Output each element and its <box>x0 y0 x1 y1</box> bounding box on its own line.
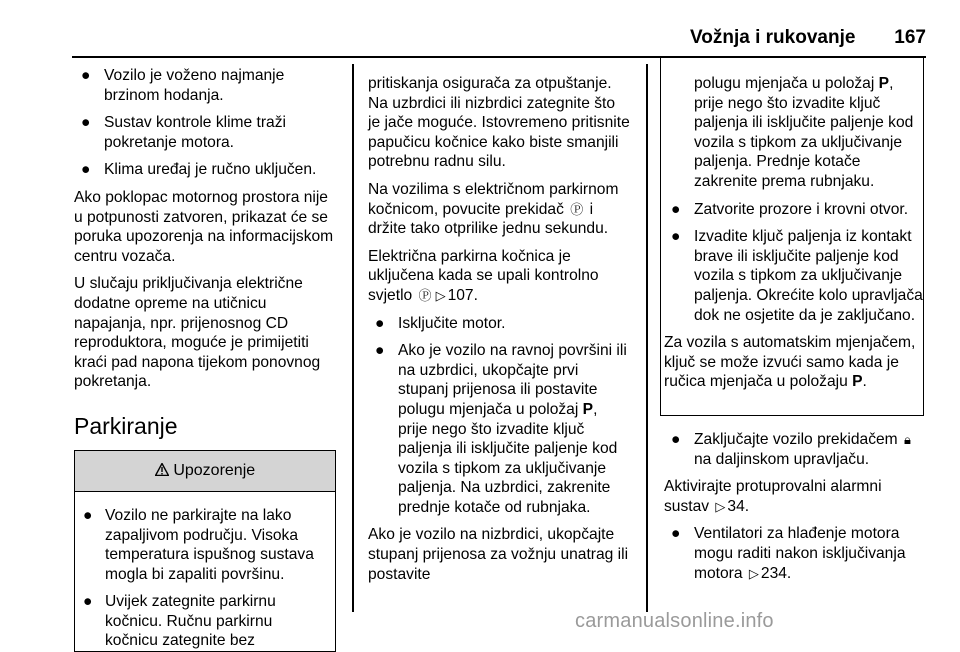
paragraph: Za vozila s automatskim mjenjačem, ključ se može izvući samo kada je ručica mjenjača u položaju P. <box>664 334 916 391</box>
page-reference-icon: ▷ <box>435 287 446 303</box>
bullet-icon: ● <box>671 525 681 543</box>
list-item: ● Sustav kontrole klime traži pokretanje motora. <box>81 114 286 151</box>
bullet-icon: ● <box>671 200 681 218</box>
page-number: 167 <box>894 27 926 48</box>
paragraph: pritiskanja osigurača za otpuštanje. Na uzbrdici ili nizbrdici zategnite što je jače moguće. Istovremeno pritisnite papučicu kočnice kako biste smanjili potrebnu radnu silu. <box>368 75 630 171</box>
page-reference-icon: ▷ <box>748 565 759 581</box>
list-item: ● Izvadite ključ paljenja iz kontakt brave ili isključite paljenje kod vozila s tipkom za uključivanje paljenja. Okrećite kolo upravljača dok ne osjetite da je zaključano. <box>671 228 923 324</box>
bullet-icon: ● <box>81 114 91 132</box>
bullet-icon: ● <box>81 161 91 179</box>
list-item: ● Ako je vozilo na ravnoj površini ili na uzbrdici, ukopčajte prvi stupanj prijenosa ili postavite polugu mjenjača u položaj P, prije nego što izvadite ključ paljenja ili isključite paljenje kod vozila s tipkom za uključivanje paljenja. Na uzbrdici, zakrenite prednje kotače od rubnjaka. <box>375 342 627 516</box>
watermark: carmanualsonline.info <box>575 610 774 632</box>
section-heading: Parkiranje <box>74 412 178 439</box>
list-item: ● Uvijek zategnite parkirnu kočnicu. Ručnu parkirnu kočnicu zategnite bez <box>83 593 276 650</box>
paragraph: polugu mjenjača u položaj P, prije nego što izvadite ključ paljenja ili isključite paljenje kod vozila s tipkom za uključivanje paljenja. Prednje kotače zakrenite prema rubnjaku. <box>694 75 914 190</box>
chapter-title: Vožnja i rukovanje <box>690 27 856 48</box>
bullet-icon: ● <box>81 67 91 84</box>
parking-brake-icon: Ⓟ <box>418 287 432 303</box>
list-item: ● Isključite motor. <box>375 314 506 332</box>
paragraph: Ako je vozilo na nizbrdici, ukopčajte stupanj prijenosa za vožnju unatrag ili postavite <box>368 526 629 583</box>
bullet-icon: ● <box>671 228 681 246</box>
list-item: ● Vozilo je voženo najmanje brzinom hodanja. <box>81 67 285 104</box>
paragraph: Na vozilima s električnom parkirnom kočnicom, povucite prekidač Ⓟ i držite tako otprilike jednu sekundu. <box>368 180 619 238</box>
column-3 <box>664 74 924 400</box>
column-divider <box>352 64 354 612</box>
page-reference-icon: ▷ <box>715 498 726 514</box>
bullet-icon: ● <box>83 506 93 524</box>
warning-header <box>75 451 335 492</box>
list-item: ● Zaključajte vozilo prekidačem 🔒︎na daljinskom upravljaču. <box>671 431 911 468</box>
list-item: ● Ventilatori za hlađenje motora mogu raditi nakon isključivanja motora ▷ 234. <box>671 525 906 582</box>
column-1 <box>74 66 340 652</box>
bullet-icon: ● <box>375 342 385 360</box>
list-item: ● Klima uređaj je ručno uključen. <box>81 161 317 179</box>
warning-title: Upozorenje <box>173 461 256 479</box>
paragraph: Aktivirajte protuprovalni alarmni sustav ▷ 34. <box>664 478 882 515</box>
paragraph: U slučaju priključivanja električne dodatne opreme na utičnicu napajanja, npr. prijenosnog CD reproduktora, moguće je primijetiti kraći pad napona tijekom ponovnog pokretanja. <box>74 275 321 391</box>
paragraph: Ako poklopac motornog prostora nije u potpunosti zatvoren, prikazat će se poruka upozorenja na informacijskom centru vozača. <box>74 188 334 265</box>
column-3-lower <box>664 430 924 591</box>
paragraph: Električna parkirna kočnica je uključena kada se upali kontrolno svjetlo Ⓟ ▷ 107. <box>368 247 599 304</box>
lock-icon: 🔒︎ <box>904 432 911 447</box>
bullet-icon: ● <box>375 314 385 332</box>
list-item: ● Vozilo ne parkirajte na lako zapaljivom području. Visoka temperatura ispušnog sustava mogla bi zapaliti površinu. <box>83 506 314 583</box>
bullet-icon: ● <box>83 593 93 611</box>
bullet-icon: ● <box>671 431 681 448</box>
column-divider <box>646 64 648 612</box>
parking-brake-icon: Ⓟ <box>570 201 584 217</box>
list-item: ● Zatvorite prozore i krovni otvor. <box>671 200 909 218</box>
page-header <box>690 27 926 55</box>
column-2 <box>368 74 630 592</box>
warning-box <box>74 450 336 652</box>
warning-triangle-icon <box>155 462 173 479</box>
